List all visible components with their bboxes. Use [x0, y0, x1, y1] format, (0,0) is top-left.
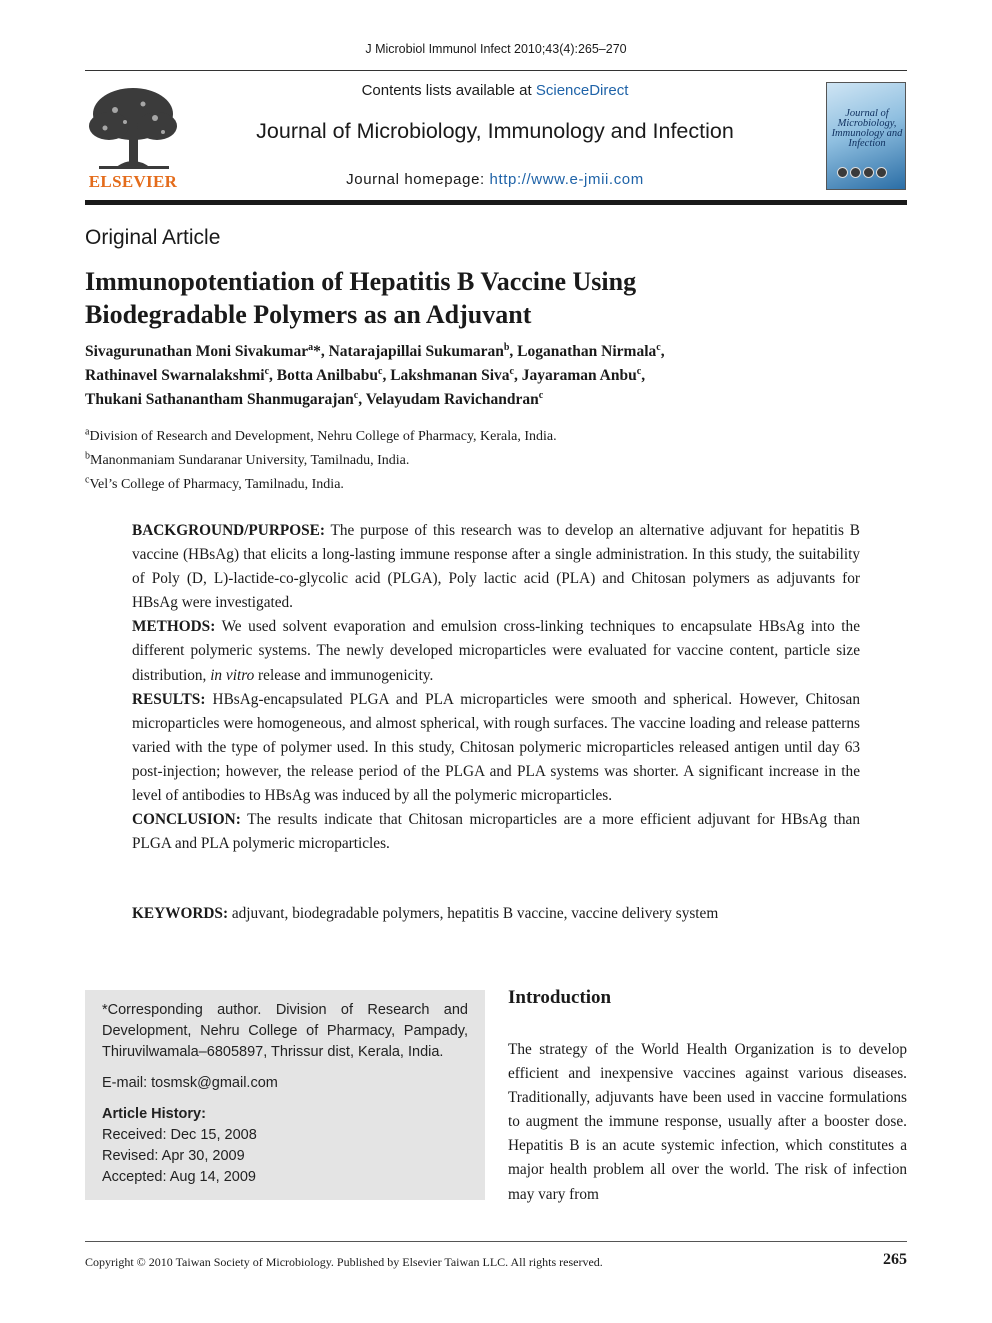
- abstract-results: RESULTS: HBsAg-encapsulated PLGA and PLA microparticles were smooth and spherical. However, Chitosan microparticles were homogeneous, and almost spherical, with rough surfaces. The vaccine loading and release patterns varied with the type of polymer used. In this study, Chitosan polymeric microparticles released antigen until day 63 post-injection; however, the release period of the PLGA and PLA systems was shorter. A significant increase in the level of antibodies to HBsAg was induced by all the polymeric microparticles.: [132, 690, 860, 805]
- email: E-mail: tosmsk@gmail.com: [102, 1075, 278, 1091]
- journal-title: Journal of Microbiology, Immunology and Infection: [256, 119, 734, 143]
- author: Thukani Sathanantham Shanmugarajan$^c$,: [85, 389, 366, 408]
- cover-dot-icon: [876, 167, 887, 178]
- cover-title: Journal of Microbiology, Immunology and Infection: [831, 108, 903, 149]
- affiliation: $^c$Vel’s College of Pharmacy, Tamilnadu, India.: [85, 474, 344, 492]
- cover-icons: [837, 165, 889, 183]
- abstract-conclusion: CONCLUSION: The results indicate that Chitosan microparticles are a more efficient adjuvant for HBsAg than PLGA and PLA polymeric microparticles.: [132, 811, 860, 853]
- author-line-1: [85, 340, 915, 364]
- abstract: [132, 519, 860, 856]
- abstract-background: BACKGROUND/PURPOSE: The purpose of this research was to develop an alternative adjuvant for hepatitis B vaccine (HBsAg) that elicits a long-lasting immune response after a single administration. In this study, the suitability of Poly (D, L)-lactide-co-glycolic acid (PLGA), Poly lactic acid (PLA) and Chitosan polymers as adjuvants for HBsAg were investigated.: [132, 522, 860, 612]
- contents-availability: [250, 82, 740, 99]
- article-title: [85, 265, 885, 331]
- journal-homepage: [250, 171, 740, 188]
- elsevier-wordmark: ELSEVIER: [88, 172, 178, 191]
- author: Natarajapillai Sukumaran$^b$,: [328, 341, 518, 360]
- author: Sivagurunathan Moni Sivakumar$^a$*,: [85, 341, 329, 360]
- journal-citation: J Microbiol Immunol Infect 2010;43(4):265–270: [365, 42, 627, 56]
- cover-dot-icon: [850, 167, 861, 178]
- footer-divider: [85, 1241, 907, 1242]
- journal-cover-thumbnail: [826, 82, 906, 190]
- author: Lakshmanan Siva$^c$,: [390, 365, 522, 384]
- affiliation: $^a$Division of Research and Development, Nehru College of Pharmacy, Kerala, India.: [85, 426, 557, 444]
- cover-dot-icon: [837, 167, 848, 178]
- accepted-date: Accepted: Aug 14, 2009: [102, 1169, 256, 1185]
- author-line-3: [85, 388, 915, 412]
- contents-prefix: Contents lists available at: [361, 82, 536, 99]
- homepage-prefix: Journal homepage:: [346, 171, 490, 188]
- sciencedirect-link[interactable]: ScienceDirect: [535, 82, 629, 99]
- homepage-link[interactable]: http://www.e-jmii.com: [489, 171, 644, 188]
- author-list: [85, 340, 915, 412]
- author: Jayaraman Anbu$^c$,: [521, 365, 646, 384]
- author-line-2: [85, 364, 915, 388]
- affiliation: $^b$Manonmaniam Sundaranar University, Tamilnadu, India.: [85, 450, 410, 468]
- page-number: 265: [883, 1251, 907, 1268]
- keywords: KEYWORDS: adjuvant, biodegradable polymers, hepatitis B vaccine, vaccine delivery system: [132, 905, 719, 922]
- received-date: Received: Dec 15, 2008: [102, 1127, 257, 1143]
- cover-dot-icon: [863, 167, 874, 178]
- header-divider: [85, 70, 907, 71]
- article-history-label: Article History:: [102, 1106, 206, 1122]
- copyright: Copyright © 2010 Taiwan Society of Microbiology. Published by Elsevier Taiwan LLC. All rights reserved.: [85, 1255, 603, 1269]
- article-type: Original Article: [85, 226, 221, 249]
- article-info-box: [85, 990, 485, 1200]
- author: Loganathan Nirmala$^c$,: [517, 341, 665, 360]
- introduction-text: The strategy of the World Health Organization is to develop efficient and inexpensive vaccines against various diseases. Traditionally, adjuvants have been used in vaccine formulations to augment the immune response, usually after a booster dose. Hepatitis B is an acute systemic infection, which constitutes a major health problem all over the world. The risk of infection may vary from: [508, 1041, 907, 1203]
- affiliations: [85, 425, 915, 497]
- author: Botta Anilbabu$^c$,: [276, 365, 391, 384]
- header-thick-divider: [85, 200, 907, 205]
- title-line-2: Biodegradable Polymers as an Adjuvant: [85, 300, 532, 329]
- abstract-methods: METHODS: We used solvent evaporation and emulsion cross-linking techniques to encapsulate HBsAg into the different polymeric systems. The newly developed microparticles were evaluated for vaccine content, particle size distribution, in vitro release and immunogenicity.: [132, 618, 860, 684]
- title-line-1: Immunopotentiation of Hepatitis B Vaccine Using: [85, 267, 637, 296]
- author: Rathinavel Swarnalakshmi$^c$,: [85, 365, 277, 384]
- author: Velayudam Ravichandran$^c$: [365, 389, 544, 408]
- corresponding-author: *Corresponding author. Division of Research and Development, Nehru College of Pharmacy, Pampady, Thiruvilwamala–6805897, Thrissur dist, Kerala, India.: [102, 1002, 468, 1060]
- revised-date: Revised: Apr 30, 2009: [102, 1148, 245, 1164]
- introduction-heading: Introduction: [508, 987, 612, 1008]
